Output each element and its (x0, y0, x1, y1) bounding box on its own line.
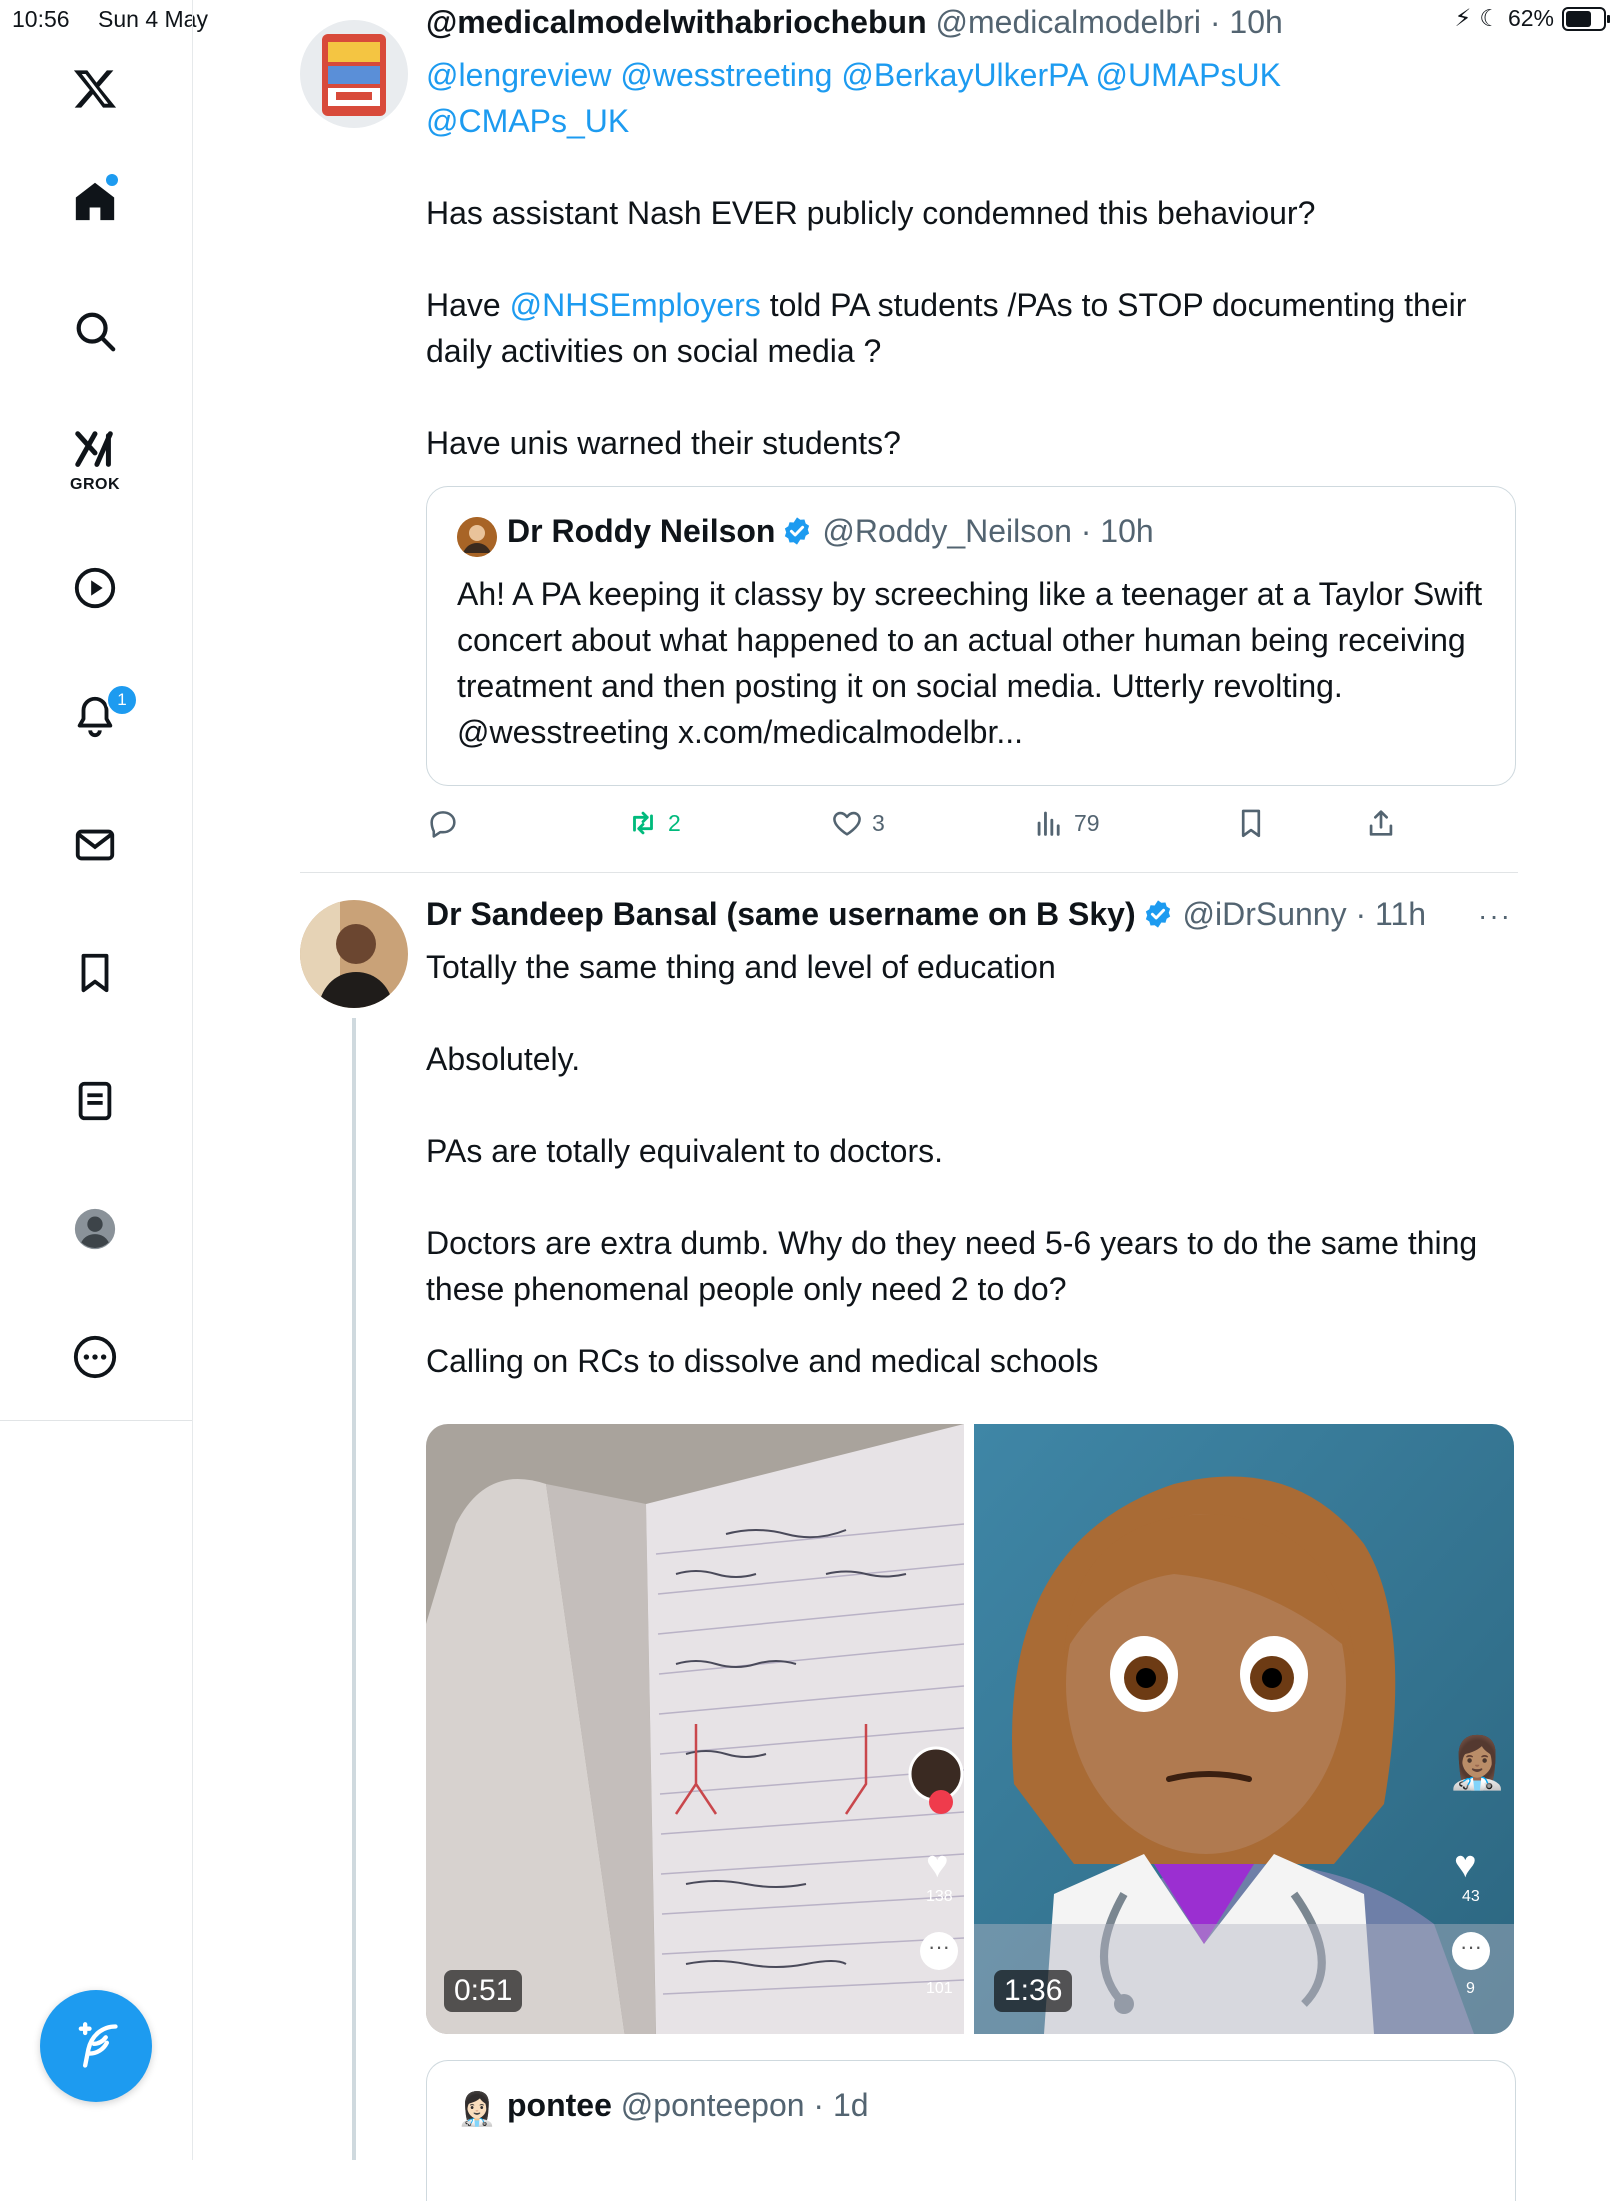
share-button[interactable] (1364, 806, 1398, 840)
grok-status-icon: ⚡ (1454, 5, 1472, 32)
video1-comment-icon[interactable]: ··· (920, 1932, 958, 1970)
thread-connector-line (352, 1018, 356, 2160)
tweet2-para3: PAs are totally equivalent to doctors. (426, 1133, 944, 1169)
lists-icon[interactable] (62, 1068, 128, 1134)
video2-comment-count: 9 (1466, 1980, 1475, 1997)
tweet2-handle[interactable]: @iDrSunny (1182, 896, 1347, 932)
sidebar-nav (0, 0, 193, 2160)
verified-badge-icon (1142, 898, 1174, 930)
quoted-tweet-card-pontee[interactable] (426, 2060, 1516, 2201)
quote2-header (507, 2087, 869, 2124)
tweet1-para2-rest: told PA students /PAs to STOP documenting their daily activities on social media ? (426, 287, 1467, 369)
video1-like-heart-icon[interactable]: ♥ (926, 1844, 949, 1886)
tweet1-mentions-line1[interactable]: @lengreview @wesstreeting @BerkayUlkerPA @UMAPsUK (426, 57, 1281, 93)
tweet2-header (426, 896, 1426, 933)
tweet2-para5: Calling on RCs to dissolve and medical schools (426, 1343, 1099, 1379)
tweet2-para1: Totally the same thing and level of education (426, 949, 1056, 985)
quoted-tweet-card[interactable] (426, 486, 1516, 786)
retweet-button[interactable] (626, 806, 681, 840)
quote-handle: @Roddy_Neilson (822, 513, 1072, 549)
grok-icon[interactable] (62, 418, 128, 484)
tweet1-para3: Have unis warned their students? (426, 425, 901, 461)
status-time: 10:56 (12, 6, 70, 32)
tweet1-para2 (426, 282, 1516, 374)
like-button[interactable] (830, 806, 885, 840)
video2-like-count: 43 (1462, 1888, 1480, 1905)
quote-time: · 10h (1080, 513, 1154, 549)
status-date: Sun 4 May (98, 6, 208, 32)
tweet1-body (426, 52, 1516, 466)
status-right (1454, 4, 1606, 33)
battery-percent: 62% (1507, 5, 1554, 31)
tweet1-para1: Has assistant Nash EVER publicly condemned this behaviour? (426, 195, 1316, 231)
tweet2-para4: Doctors are extra dumb. Why do they need 5-6 years to do the same thing these phenomenal people only need 2 to do? (426, 1225, 1478, 1307)
video1-comment-count: 101 (926, 1980, 953, 1997)
tweet1-mentions-line2[interactable]: @CMAPs_UK (426, 103, 630, 139)
bookmarks-icon[interactable] (62, 940, 128, 1006)
retweet-icon (626, 806, 660, 840)
feather-plus-icon (70, 2020, 122, 2072)
moon-icon: ☾ (1479, 5, 1500, 31)
x-logo-icon[interactable] (62, 56, 128, 122)
video-thumbnail-emoji-doctor[interactable] (974, 1424, 1514, 2034)
tweet1-display-name[interactable]: @medicalmodelwithabriochebun (426, 4, 927, 40)
tweet-divider (300, 872, 1518, 873)
sidebar-divider (0, 1420, 192, 1421)
more-options-icon[interactable] (62, 1324, 128, 1390)
quote2-display-name: pontee (507, 2087, 612, 2123)
bookmark-icon (1234, 806, 1268, 840)
video2-comment-icon[interactable]: ··· (1452, 1932, 1490, 1970)
bookmark-button[interactable] (1234, 806, 1268, 840)
video2-duration: 1:36 (994, 1970, 1072, 2012)
quote-text: Ah! A PA keeping it classy by screeching like a teenager at a Taylor Swift concert about what happened to an actual other human being receiving treatment and then posting it on social media. Utterly revolting. @wesstreeting x.com/medicalmodelbr... (457, 576, 1483, 750)
tweet2-body (426, 944, 1516, 1384)
home-unread-dot (106, 174, 118, 186)
messages-envelope-icon[interactable] (62, 812, 128, 878)
avatar-medicalmodel[interactable] (300, 20, 408, 128)
retweet-count: 2 (668, 809, 681, 836)
like-count: 3 (872, 809, 885, 836)
avatar-pontee: 👩🏻‍⚕️ (457, 2091, 497, 2127)
quote2-handle: @ponteepon (620, 2087, 805, 2123)
home-icon[interactable] (62, 168, 128, 234)
quote-header (507, 513, 1154, 550)
video1-duration: 0:51 (444, 1970, 522, 2012)
search-icon[interactable] (62, 298, 128, 364)
views-count: 79 (1074, 809, 1100, 836)
video2-like-heart-icon[interactable]: ♥ (1454, 1844, 1477, 1886)
tweet1-para2-mention[interactable]: @NHSEmployers (509, 287, 761, 323)
tweet2-para2: Absolutely. (426, 1041, 581, 1077)
heart-icon (830, 806, 864, 840)
compose-post-button[interactable] (40, 1990, 152, 2102)
video-play-icon[interactable] (62, 555, 128, 621)
avatar-sandeep-bansal[interactable] (300, 900, 408, 1008)
tweet2-display-name[interactable]: Dr Sandeep Bansal (same username on B Sky) (426, 896, 1136, 932)
battery-icon (1562, 7, 1606, 31)
avatar-roddy-neilson (457, 517, 497, 557)
verified-badge-icon (781, 515, 813, 547)
video1-like-count: 138 (926, 1888, 953, 1905)
notifications-badge: 1 (106, 684, 138, 716)
video2-creator-avatar[interactable]: 👩🏽‍⚕️ (1446, 1735, 1509, 1791)
tweet1-header (426, 4, 1283, 41)
tweet1-para2-prefix: Have (426, 287, 510, 323)
tweet1-handle[interactable]: @medicalmodelbri (935, 4, 1201, 40)
reply-bubble-icon (426, 806, 460, 840)
tweet2-more-icon[interactable]: ··· (1478, 900, 1512, 931)
reply-button[interactable] (426, 806, 460, 840)
grok-label: GROK (70, 476, 120, 493)
views-bar-chart-icon (1032, 806, 1066, 840)
views-button[interactable] (1032, 806, 1100, 840)
video-thumbnail-notebook[interactable] (426, 1424, 964, 2034)
share-upload-icon (1364, 806, 1398, 840)
profile-icon[interactable] (62, 1196, 128, 1262)
quote2-time: · 1d (813, 2087, 869, 2123)
tweet1-time[interactable]: · 10h (1209, 4, 1283, 40)
quote-display-name: Dr Roddy Neilson (507, 513, 776, 549)
tweet2-time[interactable]: · 11h (1355, 896, 1427, 932)
